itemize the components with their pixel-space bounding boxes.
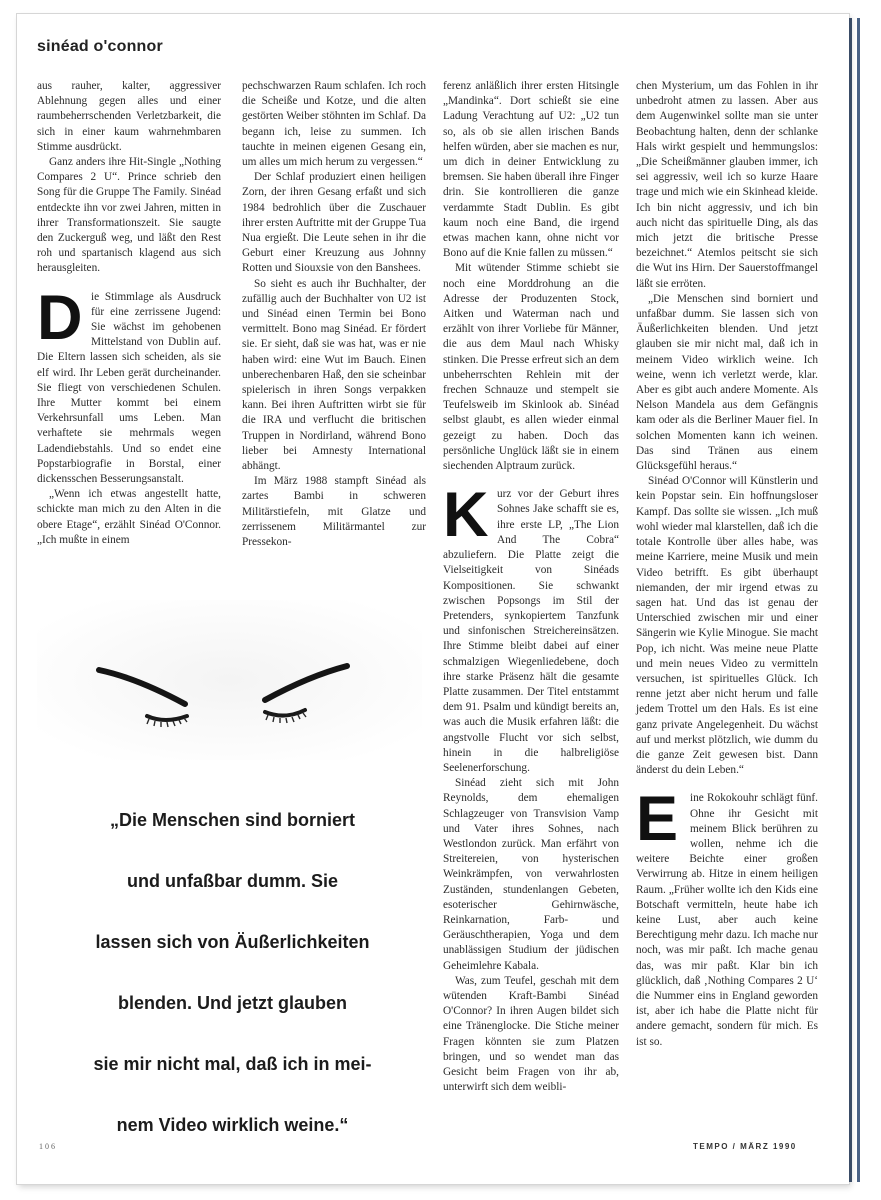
paragraph-dropcap bbox=[37, 282, 221, 488]
pull-quote-line: und unfaßbar dumm. Sie bbox=[126, 871, 338, 891]
closed-eyes-photo bbox=[37, 600, 422, 760]
paragraph-text: urz vor der Geburt ihres Sohnes Jake schafft sie es, ihre erste LP, „The Lion And The Cobra“ abzuliefern. Die Platte zeigt die Vielseitigkeit von Sinéads Kompositionen. Sie schwankt zwischen Popsongs im Stil der Pretenders, synkopiertem Tanzfunk und sinfonischen Streichereinsätzen. Ihre Stimme bleibt dabei auf einer schmalzigen Wiegenliedebene, doch ihre starke Präsenz hält die gesamte Platte zusammen. Der Titel entstammt dem 91. Psalm und kündigt bereits an, was auch die Musik erfahren läßt: die angstvolle Flucht vor sich selbst, hinein in die halbreligiöse Seelenerforschung. bbox=[443, 488, 619, 774]
pull-quote-line: lassen sich von Äußerlichkeiten bbox=[95, 932, 370, 952]
pull-quote-line: „Die Menschen sind borniert bbox=[109, 810, 356, 830]
paragraph: Im März 1988 stampft Sinéad als zartes Bambi in schweren Militärstiefeln, mit Glatze und zerrissenem Militärmantel zur Pressekon- bbox=[242, 475, 426, 549]
pull-quote-line: nem Video wirklich weine.“ bbox=[116, 1115, 349, 1135]
column-4 bbox=[636, 79, 818, 1050]
paragraph: ferenz anläßlich ihrer ersten Hitsingle „Mandinka“. Dort schießt sie eine Ladung Verachtung auf U2: „U2 tun so, als ob sie allen irischen Bands helfen würden, aber sie machen es nur, um dich in deiner Entwicklung zu bremsen. Sie haben überall ihre Finger drin. Sie kontrollieren die ganze verdammte Stadt Dublin. Es gibt kaum noch eine Band, die irgend etwas machen kann, ohne nicht vor Bono auf die Knie fallen zu müssen.“ bbox=[443, 80, 619, 260]
pull-quote-line: blenden. Und jetzt glauben bbox=[118, 993, 347, 1013]
page-number: 106 bbox=[39, 1142, 57, 1151]
pull-quote-line: sie mir nicht mal, daß ich in mei- bbox=[93, 1054, 372, 1074]
paragraph: Sinéad zieht sich mit John Reynolds, dem ehemaligen Schlagzeuger von Transvision Vamp und Vater ihres Sohnes, nach Westlondon zurück. Man erfährt von Streitereien, von hysterischen Weinkrämpfen, von verwahrlosten Zuständen, stundenlangen Gebeten, esoterischer Gehirnwäsche, Reinkarnation, Farb- und Geräuschtherapien, Yoga und dem unablässigen Studium der jüdischen Geheimlehre Kabala. bbox=[443, 777, 619, 972]
paragraph: Was, zum Teufel, geschah mit dem wütenden Kraft-Bambi Sinéad O'Connor? In ihren Augen bildet sich eine Tränenglocke. Die Stiche meiner Fragen könnten sie zum Platzen bringen, und so wendet man das Gesicht beim Fragen von ihr ab, unterwirft sich dem weibli- bbox=[443, 974, 619, 1094]
paragraph-text: ine Rokokouhr schlägt fünf. Ohne ihr Gesicht mit meinem Blick berühren zu wollen, nehme ich die weitere Beichte einer großen Verwirrung ab. Hitze in einem heiligen Raum. „Früher wollte ich den Kids eine Botschaft vermitteln, heute habe ich keine Lust, aber auch keine Berechtigung mehr dazu. Ich mache nur noch, was mir paßt. Ich mache genau das, was mir paßt. Klar bin ich glücklich, daß ‚Nothing Compares 2 U‘ die Nummer eins in England geworden ist, aber ich habe die Platte nicht für andere gemacht, sondern für mich. Es ist so. bbox=[636, 792, 818, 1048]
dropcap-letter: D bbox=[37, 282, 83, 353]
column-3 bbox=[443, 79, 619, 1095]
dropcap-letter: E bbox=[636, 784, 679, 855]
page-edge bbox=[849, 18, 852, 1182]
pull-quote bbox=[45, 790, 420, 1156]
paragraph: Sinéad O'Connor will Künstlerin und kein Popstar sein. Ein hoffnungsloser Kampf. Das sollte sie wissen. „Ich muß wohl wieder mal klarstellen, daß ich die totale Kontrolle über alles habe, was meine Karriere, meine Musik und mein Video betrifft. Es gibt überhaupt niemanden, der mir irgend etwas zu sagen hat. Und das ist genau der Unterschied zwischen mir und einer Sängerin wie Kylie Minogue. Sie macht Pop, ich nicht. Was meine neue Platte und mein neues Video zu vermitteln versuchen, ist spirituelles Glück. Ich renne jetzt aber nicht herum und falle jedem Trottel um den Hals. Es ist eine ganz private Angelegenheit. Du wächst auf und merkst plötzlich, wie dumm du die ganze Zeit gewesen bist. Dann änderst du dein Leben.“ bbox=[636, 475, 818, 777]
magazine-issue: TEMPO / MÄRZ 1990 bbox=[693, 1142, 797, 1151]
paragraph-dropcap bbox=[636, 784, 818, 1049]
paragraph-text: ie Stimmlage als Ausdruck für eine zerrissene Jugend: Sie wächst im gehobenen Mittelstand von Dublin auf. Die Eltern lassen sich scheiden, als sie elf wird. Ihr Leben gerät durcheinander. Sie fliegt von verschiedenen Schulen. Ihre Mutter kommt bei einem Verkehrsunfall ums Leben. Man verhaftete sie mehrmals wegen Ladendiebstahls. Und so endet eine Popstarbiografie in Borstal, einer dickensschen Besserungsanstalt. bbox=[37, 290, 221, 486]
paragraph: „Wenn ich etwas angestellt hatte, schickte man mich zu den Alten in die obere Etage“, erzählt Sinéad O'Connor. „Ich mußte in einem bbox=[37, 488, 221, 546]
paragraph: chen Mysterium, um das Fohlen in ihr unbedroht atmen zu lassen. Aber aus dem Augenwinkel sollte man sie unter Beobachtung halten, denn der schlanke Hals wirkt gespielt und hemmungslos: „Die Scheißmänner glauben immer, ich sei aggressiv, weil ich so kurze Haare trage und mich wie ein Skinhead kleide. Ich bin nicht aggressiv, und ich bin auch nicht das spirituelle Ding, als das mich jetzt die britische Presse bezeichnet.“ Atemlos peitscht sie sich die Wut ins Hirn. Der Sauerstoffmangel läßt sie erröten. bbox=[636, 80, 818, 290]
column-1 bbox=[37, 79, 221, 548]
column-2 bbox=[242, 79, 426, 550]
dropcap-letter: K bbox=[443, 480, 489, 551]
paragraph: So sieht es auch ihr Buchhalter, der zufällig auch der Buchhalter von U2 ist und Sinéad einen Termin bei Bono vermittelt. Bono mag Sinéad. Er fördert sie. Er sieht, daß sie was hat, was er nie haben wird: eine Wut im Bauch. Einen unberechenbaren Haß, den sie scheinbar spielerisch in ihren Songs verpakken kann. Bei ihren Auftritten wirbt sie für die IRA und verflucht die britischen Truppen in Nordirland, während Bono lieber bei Amnesty International abhängt. bbox=[242, 277, 426, 473]
paragraph: Mit wütender Stimme schiebt sie noch eine Morddrohung an die Adresse der Produzenten Stock, Aitken und Waterman nach und erzählt von ihrer Vorliebe für Männer, die aus dem Maul nach Whisky stinken. Die Presse erfreut sich an dem unbeherrschten Rehlein mit der frechen Schnauze und stempelt sie Teufelsweib im Skinlook ab. Sinéad selbst glaubt, es allen wieder einmal gezeigt zu haben. Doch das persönliche Unglück läßt sie in einem siechenden Alptraum zurück. bbox=[443, 262, 619, 473]
paragraph-dropcap bbox=[443, 480, 619, 776]
eyes-image bbox=[37, 600, 422, 760]
paragraph: „Die Menschen sind borniert und unfaßbar dumm. Sie lassen sich von Äußerlichkeiten blenden. Und jetzt glauben sie mir nicht mal, daß ich in meinem Video wirklich weine. Ich weine, wenn ich verletzt werde, klar. Aber es gibt auch andere Momente. Als Nelson Mandela aus dem Gefängnis kam oder als die Berliner Mauer fiel. In solchen Momenten kann ich weinen. Das sind Tränen aus einem Glücksgefühl heraus.“ bbox=[636, 292, 818, 473]
article-header: sinéad o'connor bbox=[37, 38, 163, 55]
paragraph: Der Schlaf produziert einen heiligen Zorn, der ihren Gesang erfaßt und sich 1984 bedrohlich über die Zuschauer ihrer ersten Auftritte mit der Gruppe Tua Nua ergießt. Die Leute sehen in ihr die Geburt einer Kreuzung aus Johnny Rotten und Siouxsie von den Banshees. bbox=[242, 171, 426, 275]
paragraph: pechschwarzen Raum schlafen. Ich roch die Scheiße und Kotze, und die alten gestörten Weiber stöhnten im Schlaf. Da begann ich, leise zu summen. Ich tauchte in meinen eigenen Gesang ein, um alles um mich herum zu vergessen.“ bbox=[242, 80, 426, 169]
paragraph: aus rauher, kalter, aggressiver Ablehnung gegen alles und einer raumbeherrschenden Verletzbarkeit, die sich in einer kaum wahrnehmbaren Stimme ausdrückt. bbox=[37, 80, 221, 153]
page-edge-back bbox=[857, 18, 860, 1182]
paragraph: Ganz anders ihre Hit-Single „Nothing Compares 2 U“. Prince schrieb den Song für die Gruppe The Family. Sinéad entdeckte ihn vor zwei Jahren, mitten in ihrer Transformationszeit. Sie saugte den Zuckerguß weg, und läßt den Rest roh und spartanisch klagend aus sich herausgleiten. bbox=[37, 156, 221, 275]
